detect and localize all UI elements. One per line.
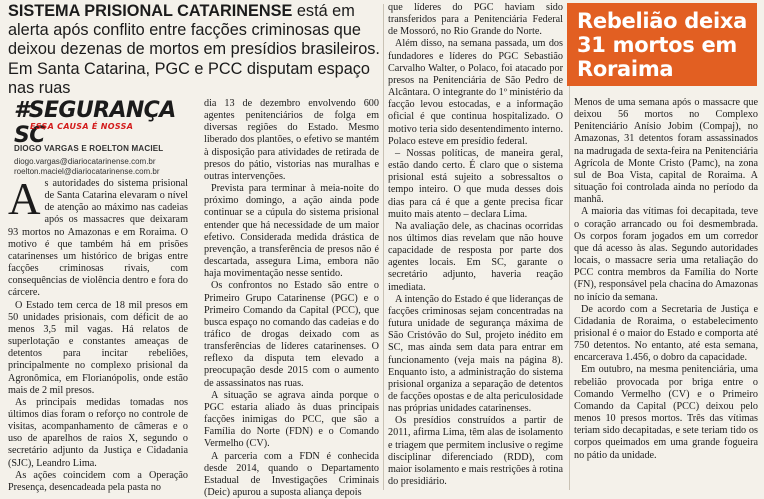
- logo-main-text: #SEGURANÇA SC: [14, 98, 176, 148]
- paragraph: O Estado tem cerca de 18 mil presos em 50 unidades prisionais, com déficit de ao menos 3,5 mil vagas. Há relatos de superlotação e constantes ameaças de detentos para incitar rebeliões, principalmente no complexo prisional da Agronômica, em Florianópolis, onde estão mais de 2 mil presos.: [8, 299, 188, 396]
- deck-text: está em alerta após conflito entre facções criminosas que deixou dezenas de mortos em presídios brasileiros. Em Santa Catarina, PGC e PCC disputam espaço nas ruas: [8, 2, 380, 97]
- paragraph: dia 13 de dezembro envolvendo 600 agentes penitenciários de folga em diversas regiões do Estado. Mesmo liberado dos plantões, o efetivo se mantém à disposição para atividades de retirada de presos do pátio, vistorias nas muralhas e outras intervenções.: [204, 98, 379, 182]
- paragraph: Na avaliação dele, as chacinas ocorridas nos últimos dias revelam que não houve capacidade de resposta por parte dos agentes locais. Em SC, garante o secretário adjunto, haveria reação imediata.: [388, 220, 563, 293]
- paragraph: Menos de uma semana após o massacre que deixou 56 mortos no Complexo Penitenciário Anísio Jobim (Compaj), no Amazonas, 31 detentos foram assassinados na madrugada de sexta-feira na Penitenciária Agrícola de Monte Cristo (Pamc), na zona sul de Boa Vista, capital de Roraima. A situação foi controlada ainda no período da manhã.: [574, 97, 758, 206]
- paragraph-text: s autoridades do sistema prisional de Santa Catarina elevaram o nível de atenção ao máximo nas cadeias após os massacres que deixaram 93 mortos no Amazonas e em Roraima. O motivo é que também há em prisões catarinenses um histórico de brigas entre facções criminosas rivais, com consequências de violência dentro e fora do cárcere.: [8, 178, 188, 299]
- byline-authors: DIOGO VARGAS E ROELTON MACIEL: [14, 144, 164, 153]
- paragraph: De acordo com a Secretaria de Justiça e Cidadania de Roraima, o estabelecimento prisional é o maior do Estado e comporta até 750 detentos. No entanto, até esta semana, encarcerava 1.456, o dobro da capacidade.: [574, 303, 758, 364]
- sidebar-body: [574, 97, 758, 490]
- paragraph: Em outubro, na mesma penitenciária, uma rebelião provocada por briga entre o Comando Vermelho (CV) e o Primeiro Comando da Capital (PCC) deixou pelo menos 10 presos mortos. Três das vítimas teriam sido decapitadas, e sete teriam tido os corpos queimados em uma grande fogueira no pátio da unidade.: [574, 364, 758, 461]
- paragraph: A maioria das vítimas foi decapitada, teve o coração arrancado ou foi desmembrada. Os corpos foram jogados em um corredor que dá acesso às alas. Segundo autoridades locais, o massacre seria uma retaliação do PCC contra membros da Família do Norte (FN), responsável pela chacina do Amazonas no início da semana.: [574, 206, 758, 303]
- article-column-3: [388, 2, 563, 490]
- paragraph: Além disso, na semana passada, um dos fundadores e líderes do PGC Sebastião Carvalho Walter, o Polaco, foi atacado por presos na Penitenciária de São Pedro de Alcântara. O integrante do 1º ministério da facção levou estocadas, e a informação oficial é que continua hospitalizado. O motivo teria sido desentendimento interno. Polaco esteve em presídio federal.: [388, 38, 563, 147]
- paragraph: Os confrontos no Estado são entre o Primeiro Grupo Catarinense (PGC) e o Primeiro Comando da Capital (PCC), que busca espaço no comando das cadeias e do tráfico de drogas deixado com as transferências de líderes catarinenses. O reflexo da disputa tem elevado a preocupação desde 2015 com o aumento de assassinatos nas ruas.: [204, 280, 379, 389]
- article-column-1: [8, 174, 188, 493]
- byline-email-2: roelton.maciel@diariocatarinense.com.br: [14, 167, 160, 176]
- paragraph: que líderes do PGC haviam sido transferidos para a Penitenciária Federal de Mossoró, no Rio Grande do Norte.: [388, 2, 563, 38]
- article-deck: [8, 2, 380, 98]
- section-logo: [14, 98, 194, 148]
- paragraph: [8, 174, 188, 300]
- article-column-2: [204, 98, 379, 498]
- paragraph: – Nossas políticas, de maneira geral, estão dando certo. É claro que o sistema prisional está sujeito a sobressaltos o tempo inteiro. O que muda desses dois dias para cá é que a gente precisa ficar muito mais atento – declara Lima.: [388, 147, 563, 220]
- paragraph: Os presídios construídos a partir de 2011, afirma Lima, têm alas de isolamento e triagem que permitem inclusive o regime disciplinar diferenciado (RDD), com maior isolamento e mais restrições à rotina do presidiário.: [388, 415, 563, 488]
- drop-cap: A: [8, 174, 41, 224]
- logo-tagline: ESSA CAUSA É NOSSA: [30, 122, 134, 131]
- paragraph: As ações coincidem com a Operação Presença, desencadeada pela pasta no: [8, 469, 188, 493]
- deck-bold: SISTEMA PRISIONAL CATARINENSE: [8, 2, 293, 20]
- paragraph: A parceria com a FDN é conhecida desde 2014, quando o Departamento Estadual de Investigações Criminais (Deic) apurou a suposta aliança depois: [204, 450, 379, 498]
- paragraph: Prevista para terminar à meia-noite do próximo domingo, a ação ainda pode continuar se a cúpula do sistema prisional entender que há necessidade de um maior efetivo. Considerada medida drástica de prevenção, a transferência de presos não é descartada, assegura Lima, embora não haja movimentação nesse sentido.: [204, 183, 379, 280]
- paragraph: A intenção do Estado é que lideranças de facções criminosas sejam concentradas na futura unidade de segurança máxima de São Cristóvão do Sul, projeto inédito em SC, mas ainda sem data para entrar em funcionamento (veja mais na página 8). Enquanto isto, a administração do sistema prisional organiza a separação de detentos de facções opostas e de alta periculosidade nas próprias unidades catarinenses.: [388, 293, 563, 415]
- paragraph: A situação se agrava ainda porque o PGC estaria aliado às duas principais facções inimigas do PCC, que são a Família do Norte (FDN) e o Comando Vermelho (CV).: [204, 389, 379, 450]
- column-divider: [383, 4, 384, 490]
- paragraph: As principais medidas tomadas nos últimos dias foram o reforço no controle de visitas, acompanhamento de câmeras e o uso de aparelhos de raios X, segundo o secretário adjunto da Justiça e Cidadania (SJC), Leandro Lima.: [8, 396, 188, 469]
- sidebar-headline: Rebelião deixa 31 mortos em Roraima: [567, 3, 757, 86]
- byline: [14, 144, 194, 178]
- byline-email-1: diogo.vargas@diariocatarinense.com.br: [14, 156, 156, 166]
